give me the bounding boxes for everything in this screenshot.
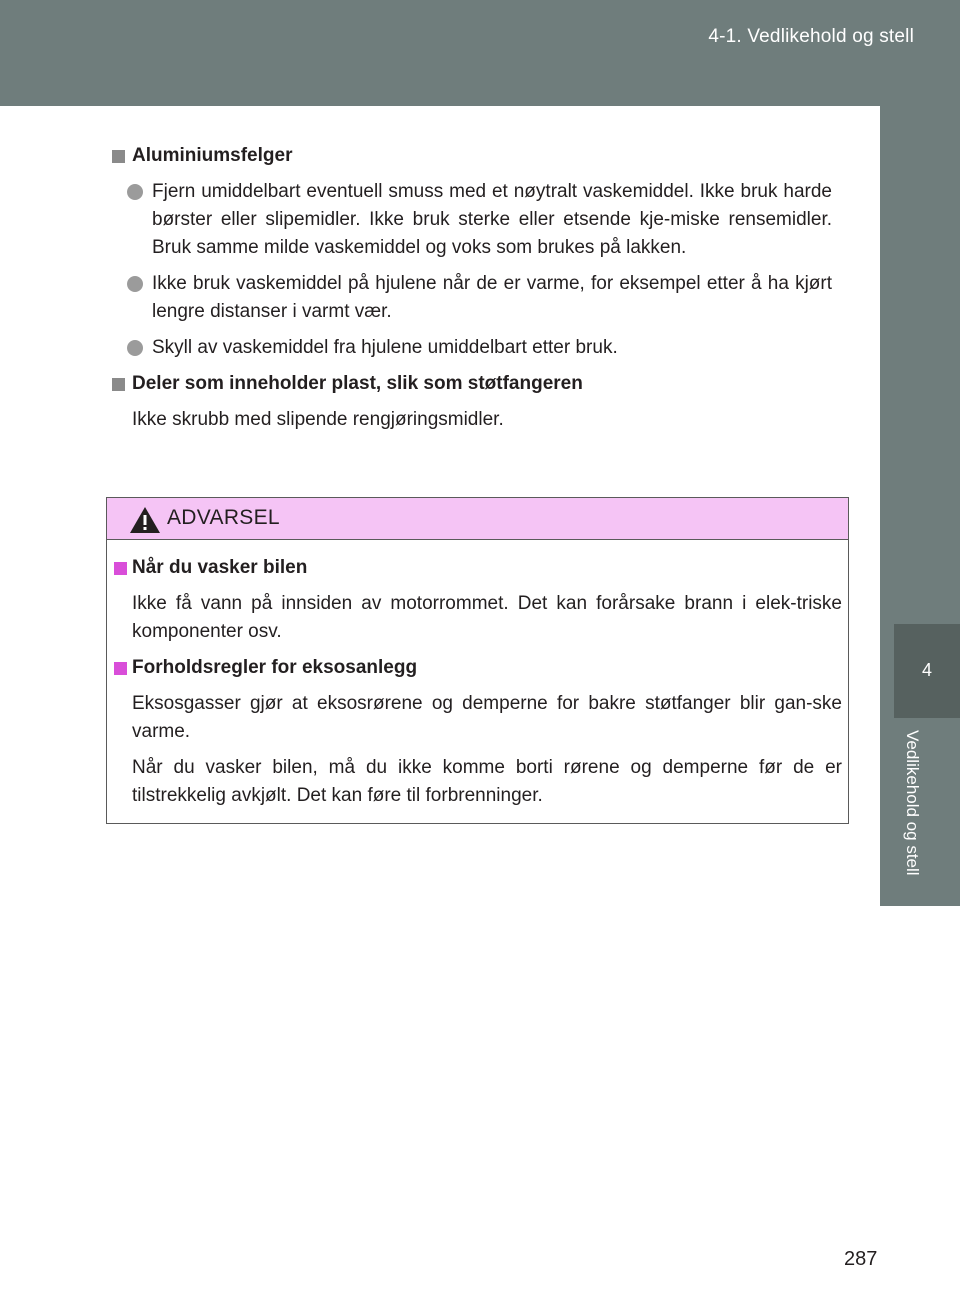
list-item-text: Skyll av vaskemiddel fra hjulene umiddelbart etter bruk. [152, 337, 618, 358]
chapter-tab [894, 624, 960, 718]
section-heading [112, 370, 832, 398]
warning-heading-text: Forholdsregler for eksosanlegg [132, 657, 418, 678]
list-item [112, 178, 832, 262]
page-header [0, 0, 960, 106]
page-number: 287 [844, 1248, 878, 1270]
round-bullet-icon [127, 184, 143, 200]
square-bullet-icon [112, 150, 125, 163]
square-bullet-icon [114, 562, 127, 575]
list-item-text: Fjern umiddelbart eventuell smuss med et nøytralt vaskemiddel. Ikke bruk harde børster eller slipemidler. Ikke bruk sterke eller etsende kje-miske rensemidler. Bruk samme milde vaskemiddel og voks som brukes på lakken. [152, 181, 832, 258]
warning-paragraph: Eksosgasser gjør at eksosrørene og demperne for bakre støtfanger blir gan-ske varme. [132, 693, 842, 742]
warning-box [106, 497, 849, 824]
chapter-label: Vedlikehold og stell [903, 730, 922, 876]
section-title: 4-1. Vedlikehold og stell [708, 26, 914, 47]
section-heading-text: Aluminiumsfelger [132, 145, 293, 166]
chapter-number: 4 [921, 660, 932, 680]
section-paragraph: Ikke skrubb med slipende rengjøringsmidler. [132, 409, 504, 430]
main-content [112, 142, 832, 442]
warning-triangle-icon [129, 506, 161, 534]
round-bullet-icon [127, 276, 143, 292]
section-heading [112, 142, 832, 170]
square-bullet-icon [112, 378, 125, 391]
list-item [112, 270, 832, 326]
warning-paragraph: Når du vasker bilen, må du ikke komme borti rørene og demperne før de er tilstrekkelig avkjølt. Det kan føre til forbrenninger. [132, 757, 842, 806]
warning-heading [114, 554, 842, 582]
warning-paragraph: Ikke få vann på innsiden av motorrommet. Det kan forårsake brann i elek-triske komponenter osv. [132, 593, 842, 642]
warning-body [114, 554, 842, 818]
round-bullet-icon [127, 340, 143, 356]
warning-heading [114, 654, 842, 682]
warning-heading-text: Når du vasker bilen [132, 557, 308, 578]
warning-title: ADVARSEL [167, 506, 280, 529]
warning-header [107, 498, 848, 540]
square-bullet-icon [114, 662, 127, 675]
section-heading-text: Deler som inneholder plast, slik som støtfangeren [132, 373, 583, 394]
list-item [112, 334, 832, 362]
list-item-text: Ikke bruk vaskemiddel på hjulene når de er varme, for eksempel etter å ha kjørt lengre distanser i varmt vær. [152, 273, 832, 322]
